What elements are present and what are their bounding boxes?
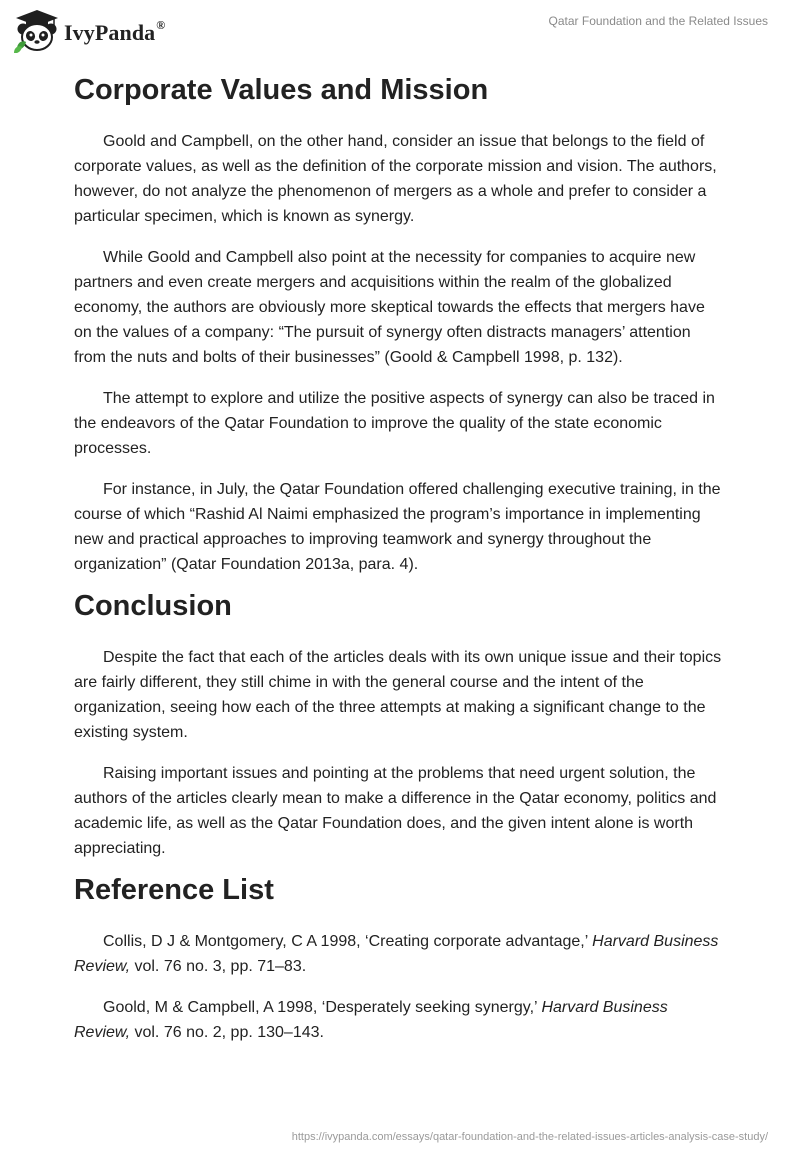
panda-graduate-icon	[14, 9, 60, 53]
body-paragraph: The attempt to explore and utilize the positive aspects of synergy can also be traced in the endeavors of the Qatar Foundation to improve the quality of the state economic processes.	[74, 390, 715, 457]
page-header	[0, 0, 800, 60]
body-paragraph: While Goold and Campbell also point at the necessity for companies to acquire new partners and even create mergers and acquisitions within the realm of the globalized economy, the authors are obviously more skeptical towards the effects that mergers have on the values of a company: “The pursuit of synergy often distracts managers’ attention from the nuts and bolts of their businesses” (Goold & Campbell 1998, p. 132).	[74, 249, 705, 366]
section-corporate-values	[74, 70, 724, 577]
reference-journal: Harvard Business Review,	[74, 933, 719, 975]
reference-text: vol. 76 no. 2, pp. 130–143.	[130, 1024, 324, 1041]
section-heading: Reference List	[74, 874, 274, 906]
section-heading: Conclusion	[74, 590, 232, 622]
body-paragraph: For instance, in July, the Qatar Foundation offered challenging executive training, in the course of which “Rashid Al Naimi emphasized the program’s importance in implementing new and practical approaches to improving teamwork and synergy throughout the organization” (Qatar Foundation 2013a, para. 4).	[74, 481, 721, 573]
ivypanda-logo[interactable]	[14, 9, 165, 53]
body-paragraph: Despite the fact that each of the articles deals with its own unique issue and their topics are fairly different, they still chime in with the general course and the intent of the organization, seeing how each of the three attempts at making a significant change to the existing system.	[74, 649, 722, 741]
reference-text: vol. 76 no. 3, pp. 71–83.	[130, 958, 307, 975]
body-paragraph: Raising important issues and pointing at the problems that need urgent solution, the authors of the articles clearly mean to make a difference in the Qatar economy, politics and academic life, as well as the Qatar Foundation does, and the given intent alone is worth appreciating.	[74, 765, 717, 857]
essay-body	[74, 70, 724, 1045]
reference-item	[74, 929, 724, 979]
reference-journal: Harvard Business Review,	[74, 999, 668, 1041]
reference-text: Collis, D J & Montgomery, C A 1998, ‘Creating corporate advantage,’	[103, 933, 593, 950]
section-conclusion	[74, 586, 724, 861]
footer-source-url[interactable]: https://ivypanda.com/essays/qatar-foundation-and-the-related-issues-articles-analysis-case-study/	[291, 1131, 768, 1143]
section-reference-list	[74, 870, 724, 1045]
body-paragraph: Goold and Campbell, on the other hand, consider an issue that belongs to the field of corporate values, as well as the definition of the corporate mission and vision. The authors, however, do not analyze the phenomenon of mergers as a whole and prefer to consider a particular specimen, which is known as synergy.	[74, 133, 717, 225]
running-title: Qatar Foundation and the Related Issues	[548, 14, 768, 28]
reference-text: Goold, M & Campbell, A 1998, ‘Desperately seeking synergy,’	[103, 999, 542, 1016]
logo-wordmark: IvyPanda®	[64, 18, 166, 45]
section-heading: Corporate Values and Mission	[74, 74, 489, 106]
reference-item	[74, 995, 724, 1045]
